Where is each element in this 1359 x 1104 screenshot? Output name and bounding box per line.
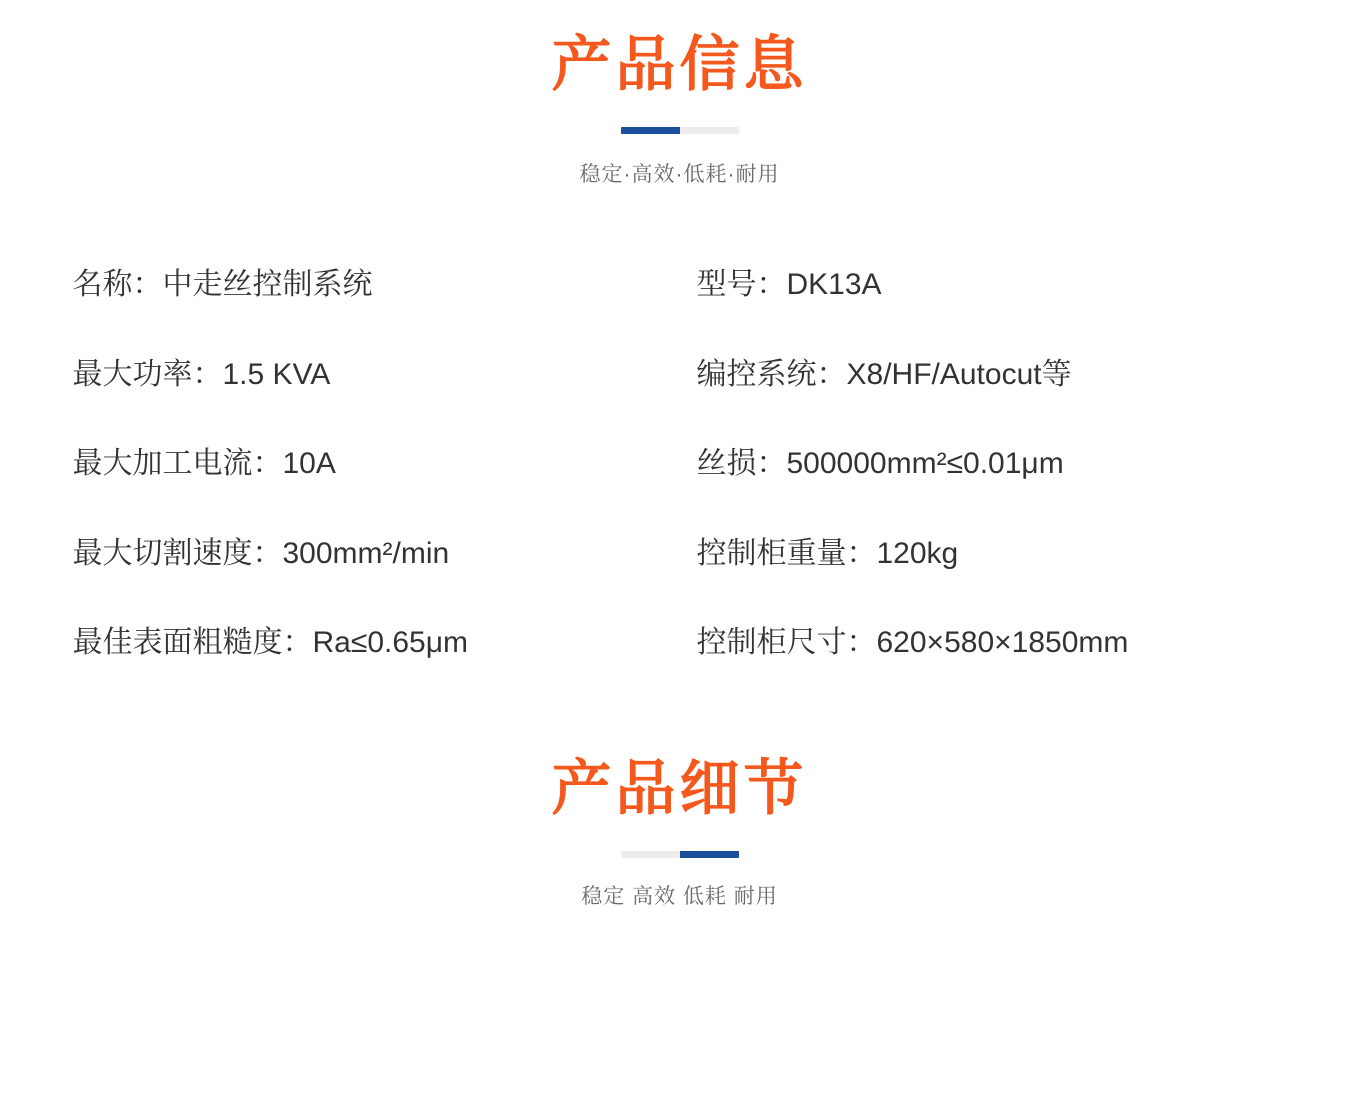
spec-wire-loss: 丝损：500000mm²≤0.01μm <box>696 447 1064 480</box>
spec-name: 名称：中走丝控制系统 <box>72 268 373 301</box>
title-divider-secondary <box>621 851 739 858</box>
spec-cabinet-weight: 控制柜重量：120kg <box>696 536 959 570</box>
divider-segment-muted <box>621 851 680 858</box>
spec-control-system: 编控系统：X8/HF/Autocut等 <box>696 357 1072 391</box>
spec-max-cutting-speed: 最大切割速度：300mm²/min <box>72 536 450 570</box>
spec-max-current: 最大加工电流：10A <box>72 447 336 480</box>
product-details-subtitle: 稳定 高效 低耗 耐用 <box>581 884 778 908</box>
product-info-heading-block <box>0 0 1359 188</box>
product-details-heading-block <box>0 754 1359 910</box>
product-info-subtitle: 稳定·高效·低耗·耐用 <box>579 163 780 186</box>
divider-segment-accent <box>680 851 739 858</box>
spec-surface-roughness: 最佳表面粗糙度：Ra≤0.65μm <box>72 626 468 659</box>
divider-segment-muted <box>680 127 739 134</box>
section-title-details: 产品细节 <box>551 754 808 822</box>
specification-column-right <box>685 266 1295 662</box>
specification-column-left <box>65 266 685 662</box>
title-divider <box>621 127 739 134</box>
spec-max-power: 最大功率：1.5 KVA <box>72 357 331 391</box>
divider-segment-accent <box>621 127 680 134</box>
specification-grid <box>65 266 1295 662</box>
spec-model: 型号：DK13A <box>696 268 882 301</box>
spec-cabinet-size: 控制柜尺寸：620×580×1850mm <box>696 626 1129 659</box>
page-title: 产品信息 <box>551 31 808 98</box>
